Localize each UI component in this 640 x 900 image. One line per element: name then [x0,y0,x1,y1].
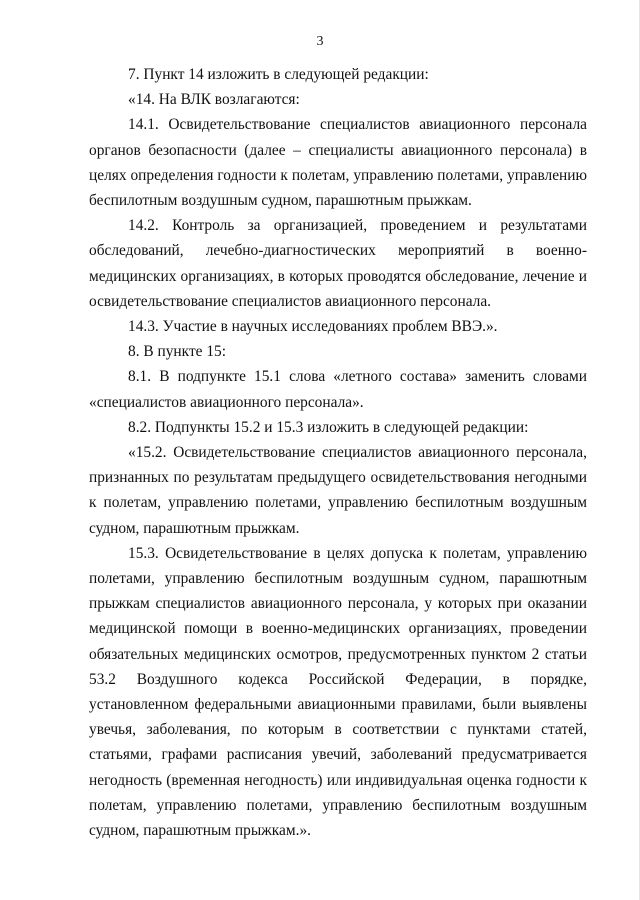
paragraph: 8.2. Подпункты 15.2 и 15.3 изложить в следующей редакции: [128,418,529,436]
paragraph: 7. Пункт 14 изложить в следующей редакции: [128,66,429,83]
paragraph: «15.2. Освидетельствование специалистов авиационного персонала, признанных по результатам предыдущего освидетельствования негодными к полетам, управлению полетами, управлению беспилотным воздушным судном, парашютным прыжкам. [89,444,587,537]
paragraph: 14.3. Участие в научных исследованиях проблем ВВЭ.». [128,318,498,336]
paragraph: «14. На ВЛК возлагаются: [128,91,300,109]
document-body [89,62,587,843]
page-number: 3 [316,34,324,49]
paragraph: 8. В пункте 15: [128,343,227,361]
paragraph: 14.1. Освидетельствование специалистов авиационного персонала органов безопасности (далее – специалисты авиационного персонала) в целях определения годности к полетам, управлению полетами, управлению беспилотным воздушным судном, парашютным прыжкам. [89,116,587,210]
paragraph: 8.1. В подпункте 15.1 слова «летного состава» заменить словами «специалистов авиационного персонала». [89,368,587,411]
paragraph: 14.2. Контроль за организацией, проведением и результатами обследований, лечебно-диагностических мероприятий в военно-медицинских организациях, в которых проводятся обследование, лечение и освидетельствование специалистов авиационного персонала. [89,217,587,310]
paragraph: 15.3. Освидетельствование в целях допуска к полетам, управлению полетами, управлению беспилотным воздушным судном, парашютным прыжкам специалистов авиационного персонала, у которых при оказании медицинской помощи в военно-медицинских организациях, проведении обязательных медицинских осмотров, предусмотренных пунктом 2 статьи 53.2 Воздушного кодекса Российской Федерации, в порядке, установленном федеральными авиационными правилами, были выявлены увечья, заболевания, по которым в соответствии с пунктами статей, статьями, графами расписания увечий, заболеваний предусматривается негодность (временная негодность) или индивидуальная оценка годности к полетам, управлению полетами, управлению беспилотным воздушным судном, парашютным прыжкам.». [89,544,587,840]
